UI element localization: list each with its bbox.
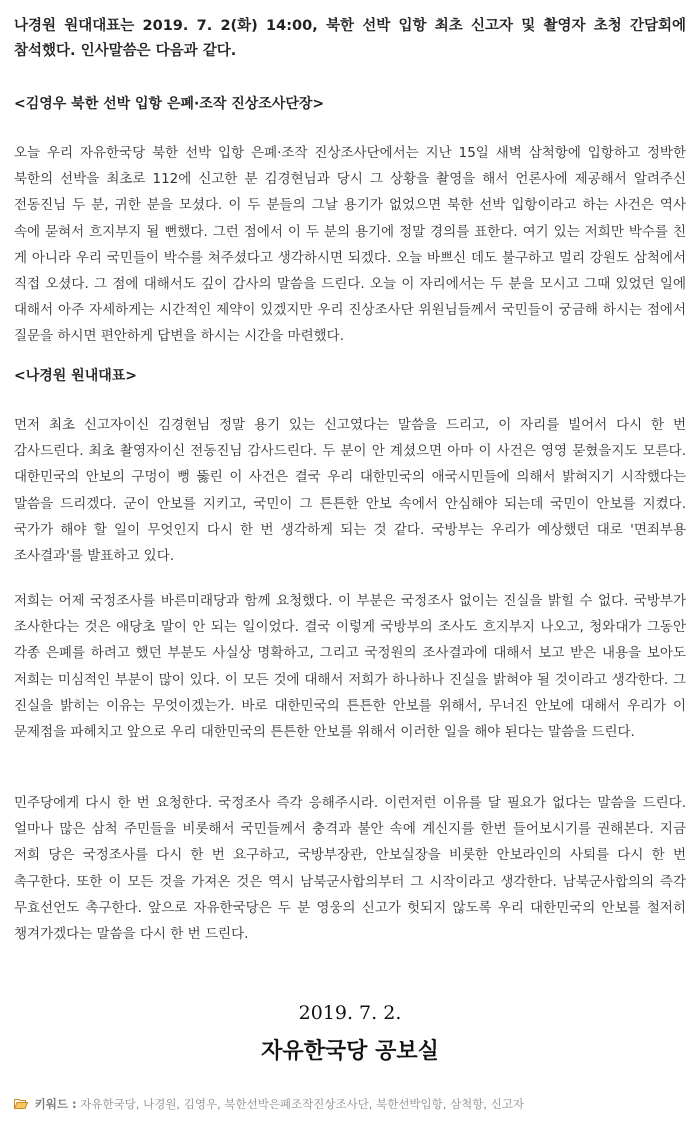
keyword-label: 키워드 : <box>34 1097 77 1111</box>
section-heading-na-kyungwon: <나경원 원내대표> <box>14 368 138 384</box>
keyword-list[interactable]: 자유한국당, 나경원, 김영우, 북한선박은폐조작진상조사단, 북한선박입항, 삼척항, 신고자 <box>80 1097 525 1111</box>
release-date: 2019. 7. 2. <box>298 1002 402 1024</box>
body-paragraph: 먼저 최초 신고자이신 김경현님 정말 용기 있는 신고였다는 말씀을 드리고, 이 자리를 빌어서 다시 한 번 감사드린다. 최초 촬영자이신 전동진님 감사드린다. 두 분이 안 계셨으면 아마 이 사건은 영영 묻혔을지도 모른다. 대한민국의 안보의 구멍이 뻥 뚫린 이 사건은 결국 우리 대한민국의 애국시민들에 의해서 밝혀지기 시작했다는 말씀을 드리겠다. 군이 안보를 지키고, 국민이 그 튼튼한 안보 속에서 안심해야 되는데 국민이 안보를 지켰다. 국가가 해야 할 일이 무엇인지 다시 한 번 생각하게 되는 것 같다. 국방부는 우리가 예상했던 대로 '면죄부용 조사결과'를 발표하고 있다. <box>14 417 686 565</box>
folder-open-icon <box>14 1095 28 1106</box>
keyword-bar <box>14 1094 686 1114</box>
body-paragraph: 저희는 어제 국정조사를 바른미래당과 함께 요청했다. 이 부분은 국정조사 없이는 진실을 밝힐 수 없다. 국방부가 조사한다는 것은 애당초 말이 안 되는 일이었다. 결국 이렇게 국방부의 조사도 흐지부지 나오고, 청와대가 그동안 각종 은폐를 하려고 했던 부분도 사실상 명확하고, 그리고 국정원의 조사결과에 대해서 보고 받은 내용을 보아도 저희는 미심적인 부분이 많이 있다. 이 모든 것에 대해서 저희가 하나하나 진실을 밝혀야 될 것이라고 생각한다. 그 진실을 밝히는 이유는 무엇이겠는가. 바로 대한민국의 튼튼한 안보를 위해서, 무너진 안보에 대해서 우리가 이 문제점을 파헤치고 앞으로 우리 대한민국의 튼튼한 안보를 위해서 이러한 일을 해야 된다는 말씀을 드린다. <box>14 593 686 741</box>
lead-paragraph: 나경원 원대대표는 2019. 7. 2(화) 14:00, 북한 선박 입항 최초 신고자 및 촬영자 초청 간담회에 참석했다. 인사말씀은 다음과 같다. <box>14 18 686 59</box>
section-heading-kim-youngwoo: <김영우 북한 선박 입항 은폐·조작 진상조사단장> <box>14 96 325 112</box>
publisher-name: 자유한국당 공보실 <box>261 1039 439 1064</box>
body-paragraph: 오늘 우리 자유한국당 북한 선박 입항 은폐·조작 진상조사단에서는 지난 15일 새벽 삼척항에 입항하고 정박한 북한의 선박을 최초로 112에 신고한 분 김경현님과 당시 그 상황을 촬영을 해서 언론사에 제공해서 알려주신 전동진님 두 분, 귀한 분을 모셨다. 이 두 분들의 그날 용기가 없었으면 북한 선박 입항이라고 하는 사건은 역사 속에 묻혀서 흐지부지 될 뻔했다. 그런 점에서 이 두 분의 용기에 정말 경의를 표한다. 여기 있는 저희만 박수를 친 게 아니라 우리 국민들이 박수를 쳐주셨다고 생각하시면 되겠다. 오늘 바쁘신 데도 불구하고 멀리 강원도 삼척에서 직접 오셨다. 그 점에 대해서도 깊이 감사의 말씀을 드린다. 오늘 이 자리에서는 두 분을 모시고 그때 있었던 일에 대해서 아주 자세하게는 시간적인 제약이 있겠지만 우리 진상조사단 위원님들께서 국민들이 궁금해 하시는 점에서 질문을 하시면 편안하게 답변을 하시는 시간을 마련했다. <box>14 145 686 345</box>
body-paragraph: 민주당에게 다시 한 번 요청한다. 국정조사 즉각 응해주시라. 이런저런 이유를 달 필요가 없다는 말씀을 드린다. 얼마나 많은 삼척 주민들을 비롯해서 국민들께서 충격과 불안 속에 계신지를 한번 들어보시기를 권해본다. 지금 저희 당은 국정조사를 다시 한 번 요구하고, 국방부장관, 안보실장을 비롯한 안보라인의 사퇴를 다시 한 번 촉구한다. 또한 이 모든 것을 가져온 것은 역시 남북군사합의부터 그 시작이라고 생각한다. 남북군사합의의 즉각 무효선언도 촉구한다. 앞으로 자유한국당은 두 분 영웅의 신고가 헛되지 않도록 우리 대한민국의 안보를 철저히 챙겨가겠다는 말씀을 다시 한 번 드린다. <box>14 795 686 943</box>
